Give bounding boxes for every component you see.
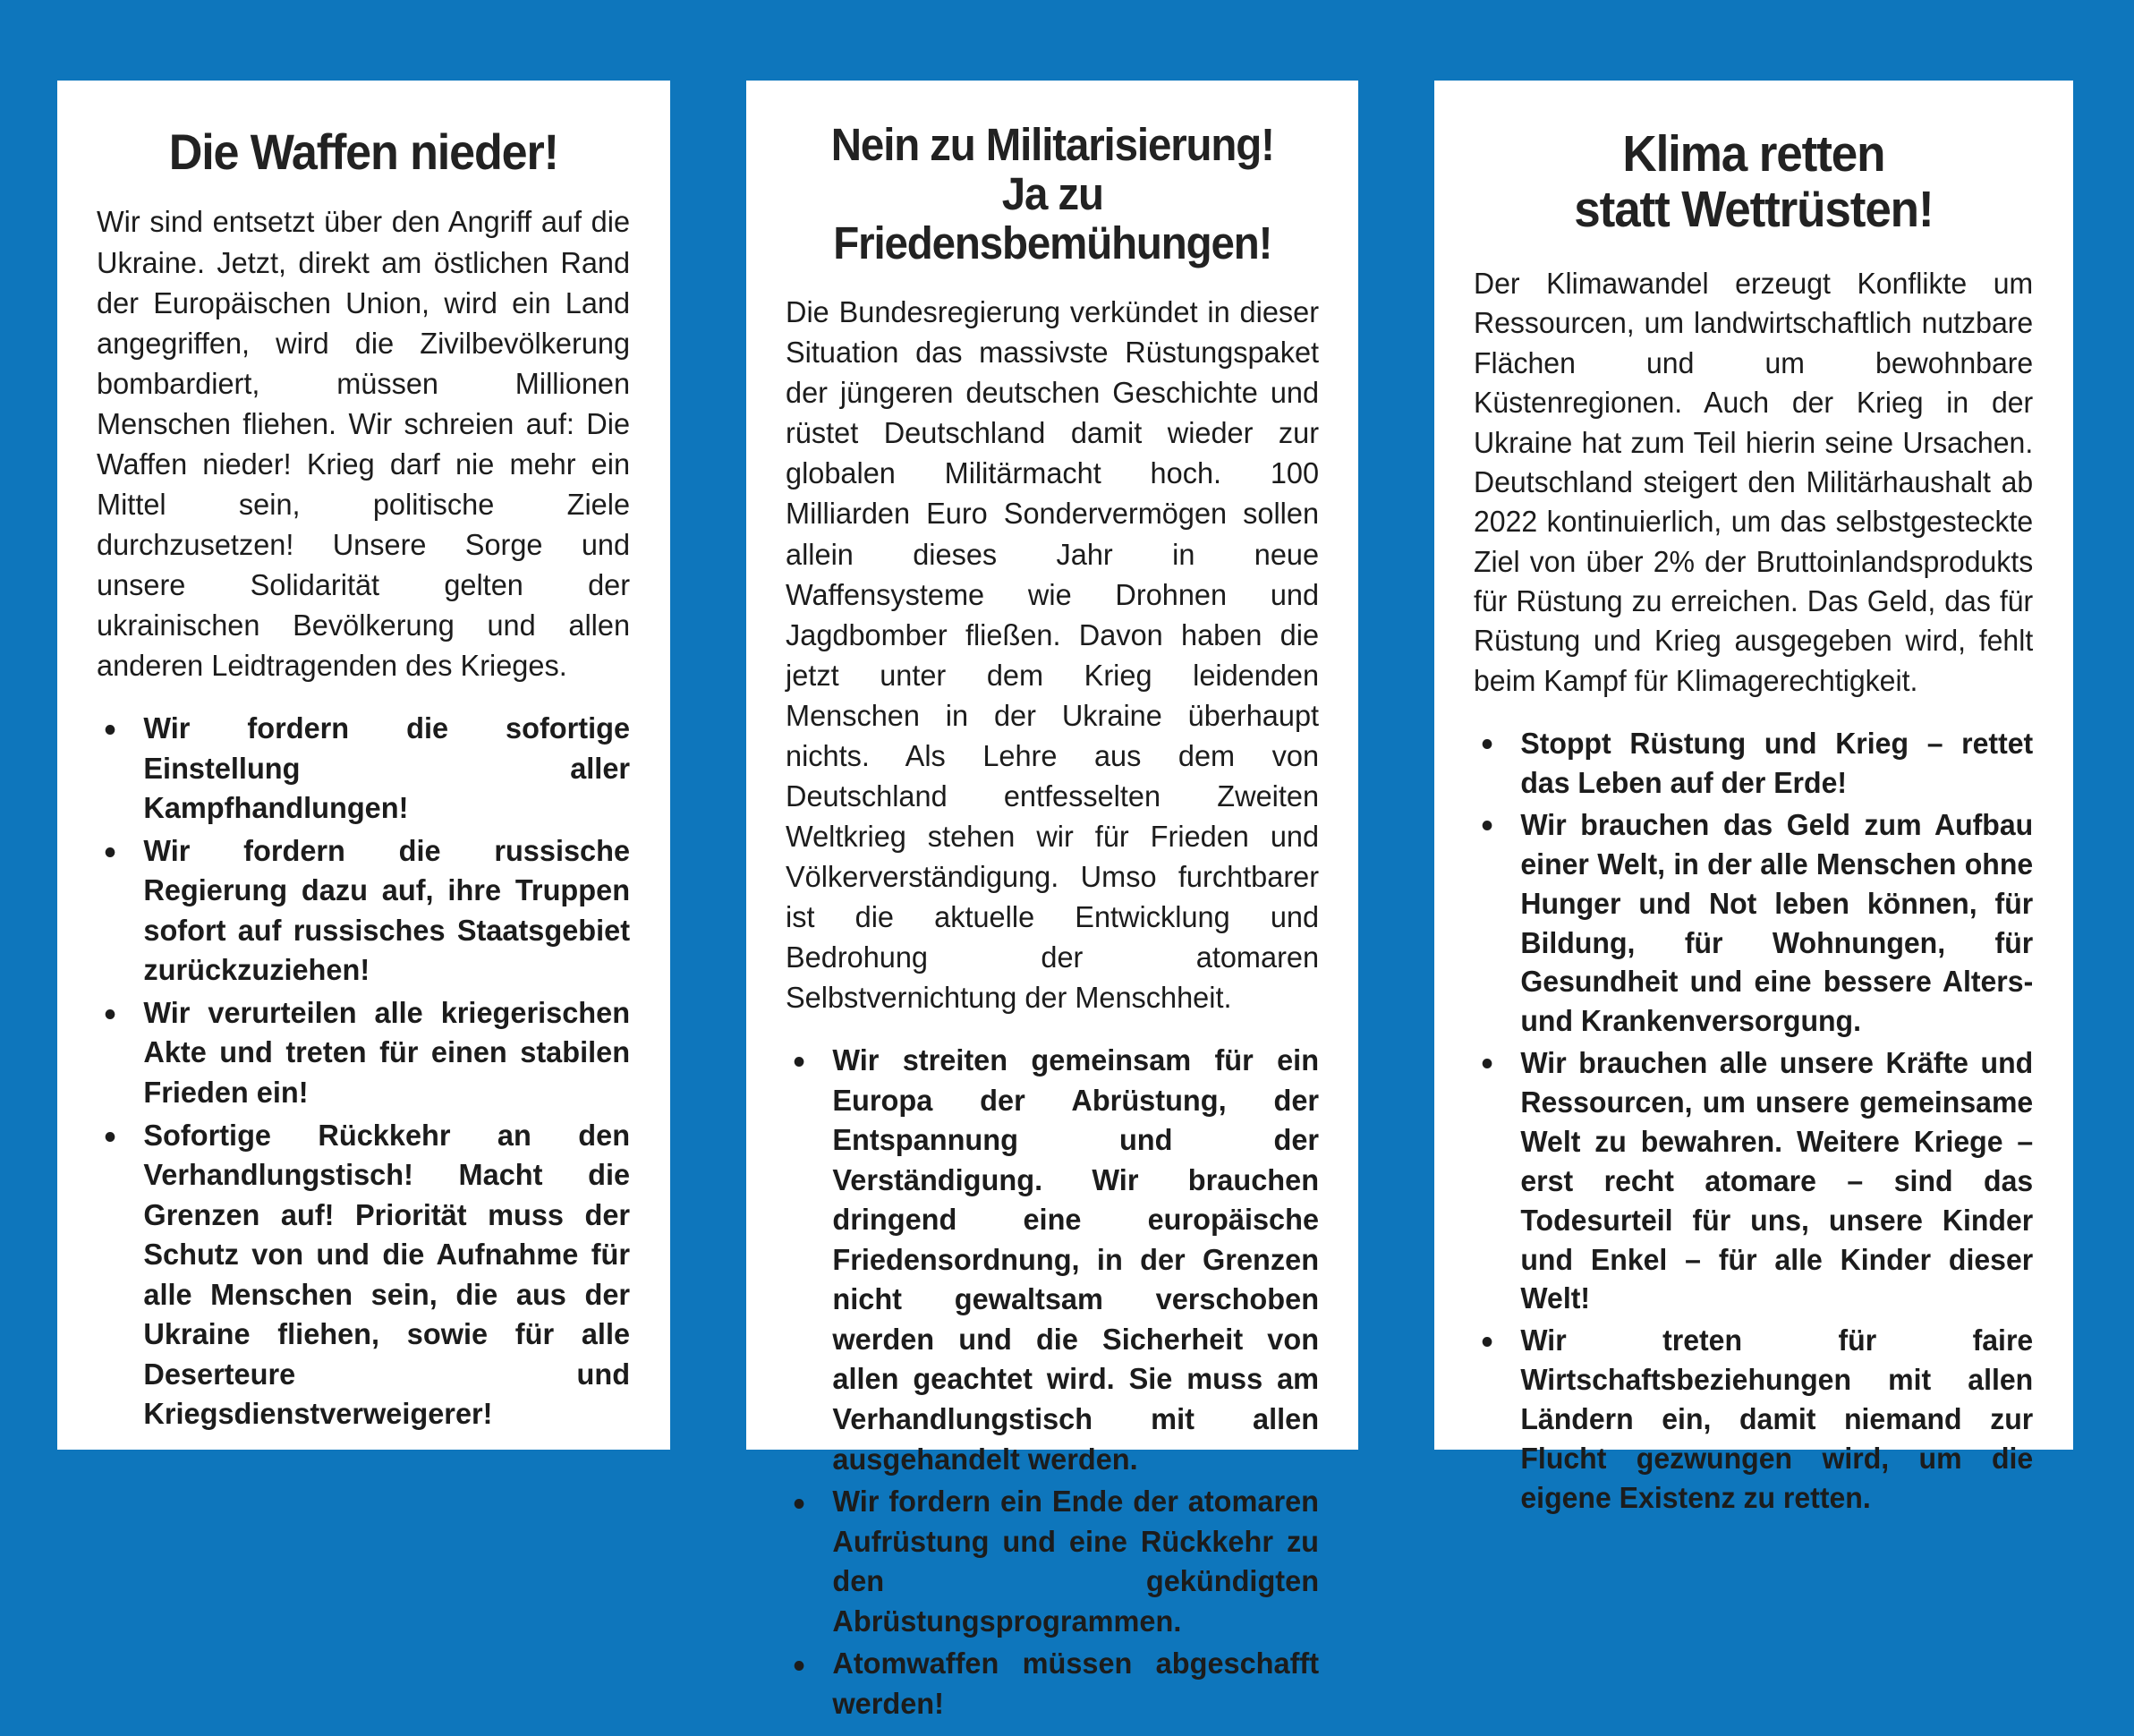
panel-2-heading-line-1: Nein zu Militarisierung! [830,119,1274,170]
panel-2-spacer [786,1727,1320,1736]
bullet-dot-icon [794,1661,803,1671]
bullet-dot-icon [1483,821,1492,830]
panel-1-paragraph: Wir sind entsetzt über den Angriff auf die Ukraine. Jetzt, direkt am östlichen Rand der Europäischen Union, wird ein Land angegriffen, wird die Zivilbevölkerung bombardiert, müssen Millionen Menschen fliehen. Wir schreien auf: Die Waffen nieder! Krieg darf nie mehr ein Mittel sein, politische Ziele durchzusetzen! Unsere Sorge und unsere Solidarität gelten der ukrainischen Bevölkerung und allen anderen Leidtragenden des Krieges. [97,206,631,683]
list-item-text: Atomwaffen müssen abgeschafft werden! [831,1647,1319,1721]
bullet-dot-icon [794,1499,803,1509]
panel-1-heading-line-1: Die Waffen nieder! [168,123,558,180]
list-item [97,832,630,991]
list-item-text: Wir treten für faire Wirtschaftsbeziehungen mit allen Ländern ein, damit niemand zur Flucht gezwungen wird, um die eigene Existenz zu retten. [1520,1323,2034,1514]
panel-1-heading [115,125,612,179]
list-item-text: Wir streiten gemeinsam für ein Europa der Abrüstung, der Entspannung und der Verständigung. Wir brauchen dringend eine europäische Friedensordnung, in der Grenzen nicht gewaltsam verschoben werden und die Sicherheit von allen geachtet wird. Sie muss am Verhandlungstisch mit allen ausgehandelt werden. [831,1044,1319,1476]
list-item [1474,805,2033,1041]
bullet-dot-icon [1483,1337,1492,1347]
panel-3-heading [1493,127,2014,237]
bullet-dot-icon [106,725,115,735]
bullet-dot-icon [1483,1059,1492,1068]
list-item-text: Wir fordern die sofortige Einstellung aller Kampfhandlungen! [143,712,631,826]
panel-2-heading [803,120,1300,268]
list-item [1474,724,2033,803]
list-item-text: Wir fordern ein Ende der atomaren Aufrüstung und eine Rückkehr zu den gekündigten Abrüstungsprogrammen. [831,1485,1319,1638]
panel-1-spacer [97,1438,631,1447]
panel-klima-retten [1434,81,2073,1514]
panel-nein-zu-militarisierung [746,81,1359,1721]
list-item-text: Wir brauchen alle unsere Kräfte und Ressourcen, um unsere gemeinsame Welt zu bewahren. Weitere Kriege – erst recht atomare – sind das Todesurteil für uns, unsere Kinder und Enkel – für alle Kinder dieser Welt! [1520,1046,2034,1315]
panel-3-demand-list [1474,724,2033,1520]
list-item-text: Sofortige Rückkehr an den Verhandlungstisch! Macht die Grenzen auf! Priorität muss der Schutz von und die Aufnahme für alle Menschen sein, die aus der Ukraine fliehen, sowie für alle Deserteure und Kriegsdienstverweigerer! [143,1119,631,1432]
panel-3-paragraph: Der Klimawandel erzeugt Konflikte um Ressourcen, um landwirtschaftlich nutzbare Flächen und um bewohnbare Küstenregionen. Auch der Krieg in der Ukraine hat zum Teil hierin seine Ursachen. Deutschland steigert den Militärhaushalt ab 2022 kontinuierlich, um das selbstgesteckte Ziel von über 2% der Bruttoinlandsprodukts für Rüstung zu erreichen. Das Geld, das für Rüstung und Krieg ausgegeben wird, fehlt beim Kampf für Klimagerechtigkeit. [1474,267,2034,697]
list-item [1474,1321,2033,1517]
panel-1-demand-list [97,710,630,1438]
list-item [786,1042,1319,1480]
panel-3-heading-line-2: statt Wettrüsten! [1574,180,1934,238]
panel-3-spacer [1474,1520,2034,1529]
list-item-text: Wir fordern die russische Regierung dazu auf, ihre Truppen sofort auf russisches Staatsgebiet zurückzuziehen! [143,834,631,988]
list-item-text: Wir brauchen das Geld zum Aufbau einer Welt, in der alle Menschen ohne Hunger und Not leben können, für Bildung, für Wohnungen, für Gesundheit und eine bessere Alters- und Krankenversorgung. [1520,807,2034,1038]
panel-3-heading-line-1: Klima retten [1622,125,1885,183]
list-item-text: Stoppt Rüstung und Krieg – rettet das Leben auf der Erde! [1520,727,2034,800]
list-item [97,710,630,830]
list-item [786,1483,1319,1642]
panel-2-demand-list [786,1042,1319,1727]
list-item-text: Wir verurteilen alle kriegerischen Akte und treten für einen stabilen Frieden ein! [143,996,631,1110]
panel-2-paragraph: Die Bundesregierung verkündet in dieser Situation das massivste Rüstungspaket der jüngeren deutschen Geschichte und rüstet Deutschland damit wieder zur globalen Militärmacht hoch. 100 Milliarden Euro Sondervermögen sollen allein dieses Jahr in neue Waffensysteme wie Drohnen und Jagdbomber fließen. Davon haben die jetzt unter dem Krieg leidenden Menschen in der Ukraine überhaupt nichts. Als Lehre aus dem von Deutschland entfesselten Zweiten Weltkrieg stehen wir für Frieden und Völkerverständigung. Umso furchtbarer ist die aktuelle Entwicklung und Bedrohung der atomaren Selbstvernichtung der Menschheit. [785,296,1319,1016]
panel-die-waffen-nieder [57,81,670,1450]
list-item [97,1117,630,1435]
bullet-dot-icon [1483,739,1492,749]
list-item [97,994,630,1114]
list-item [1474,1043,2033,1318]
list-item [786,1645,1319,1724]
bullet-dot-icon [106,1009,115,1019]
panel-2-heading-line-2: Ja zu Friedensbemühungen! [832,168,1271,269]
bullet-dot-icon [106,1132,115,1142]
bullet-dot-icon [106,847,115,857]
bullet-dot-icon [794,1057,803,1067]
